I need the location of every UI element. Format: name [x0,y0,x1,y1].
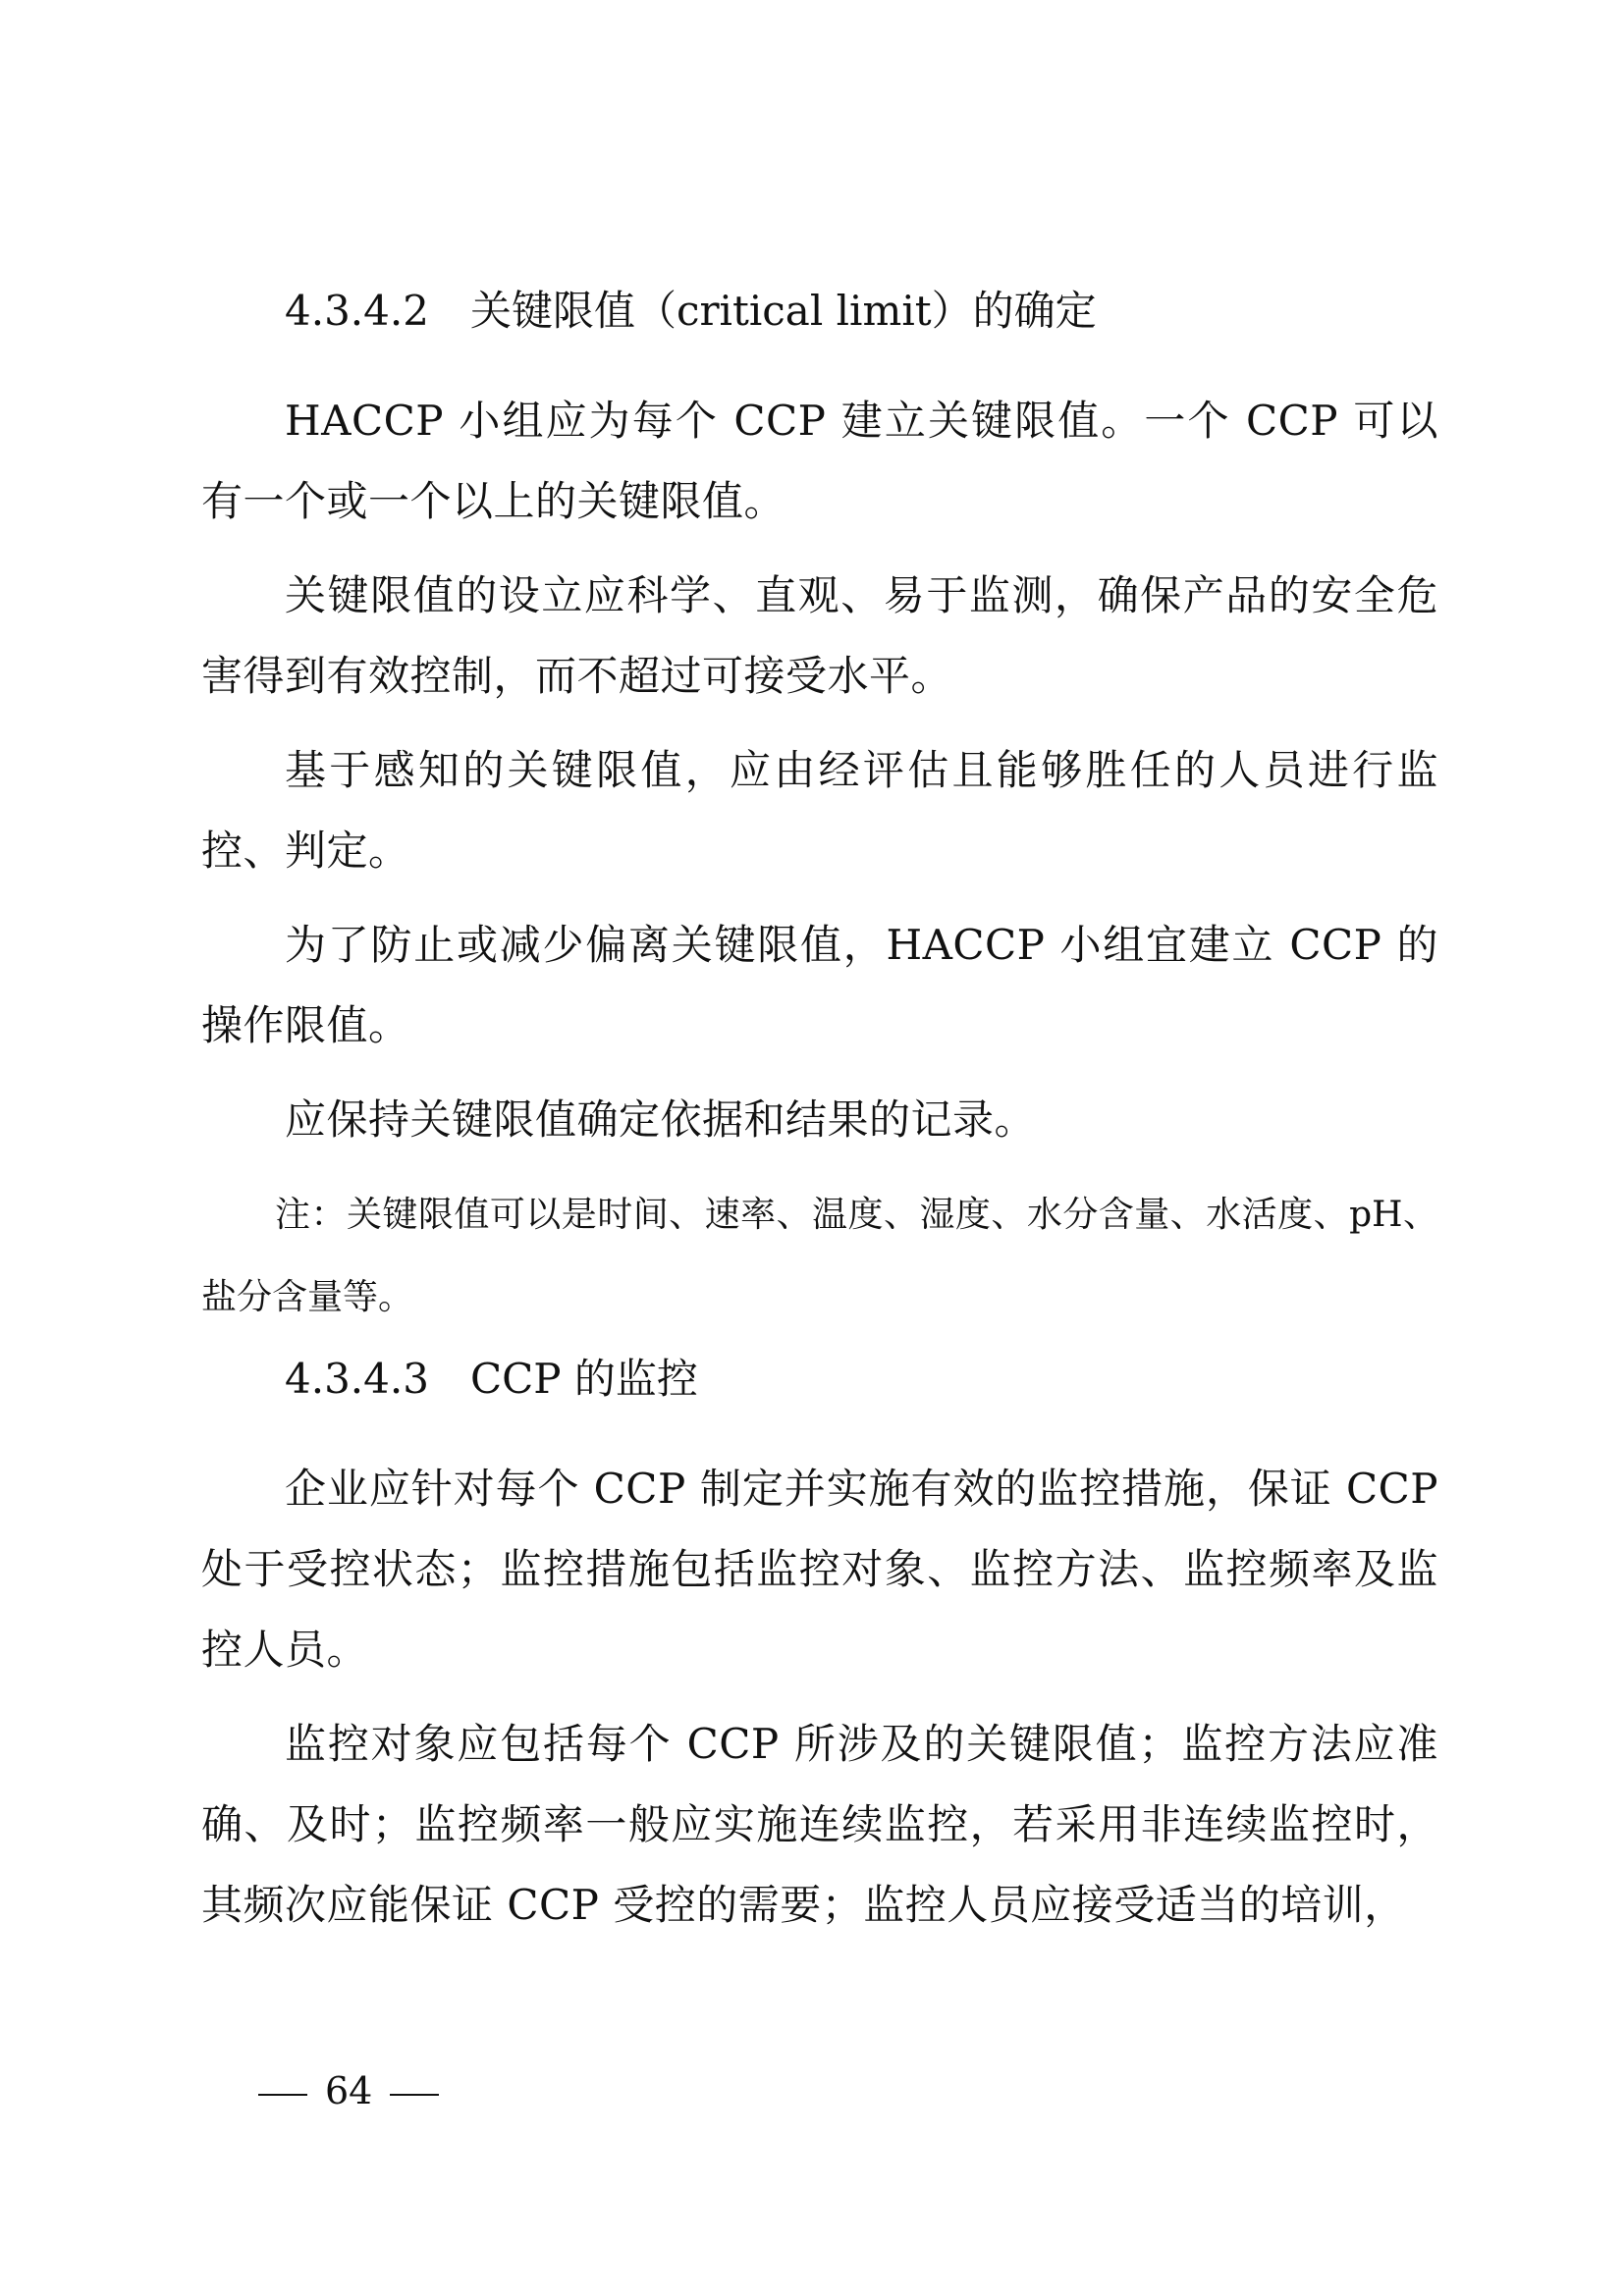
paragraph: 关键限值的设立应科学、直观、易于监测，确保产品的安全危害得到有效控制，而不超过可接受水平。 [201,571,1438,700]
footer-dash-left [258,2094,307,2096]
paragraph: HACCP 小组应为每个 CCP 建立关键限值。一个 CCP 可以有一个或一个以上的关键限值。 [201,397,1438,525]
paragraph: 监控对象应包括每个 CCP 所涉及的关键限值；监控方法应准确、及时；监控频率一般应实施连续监控，若采用非连续监控时，其频次应能保证 CCP 受控的需要；监控人员应接受适当的培训， [201,1720,1438,1929]
note-text: 注：关键限值可以是时间、速率、温度、湿度、水分含量、水活度、pH、盐分含量等。 [201,1195,1438,1317]
page-content [201,285,1438,1959]
section-heading-critical-limit: 4.3.4.2 关键限值（critical limit）的确定 [285,287,1097,335]
paragraph: 为了防止或减少偏离关键限值，HACCP 小组宜建立 CCP 的操作限值。 [201,921,1438,1049]
paragraph: 企业应针对每个 CCP 制定并实施有效的监控措施，保证 CCP 处于受控状态；监控措施包括监控对象、监控方法、监控频率及监控人员。 [201,1465,1438,1674]
page-footer [241,2066,457,2115]
page-number: 64 [325,2069,373,2112]
paragraph: 基于感知的关键限值，应由经评估且能够胜任的人员进行监控、判定。 [201,746,1438,875]
section-heading-ccp-monitoring: 4.3.4.3 CCP 的监控 [285,1355,698,1403]
paragraph: 应保持关键限值确定依据和结果的记录。 [285,1095,1037,1144]
footer-dash-right [390,2094,439,2096]
